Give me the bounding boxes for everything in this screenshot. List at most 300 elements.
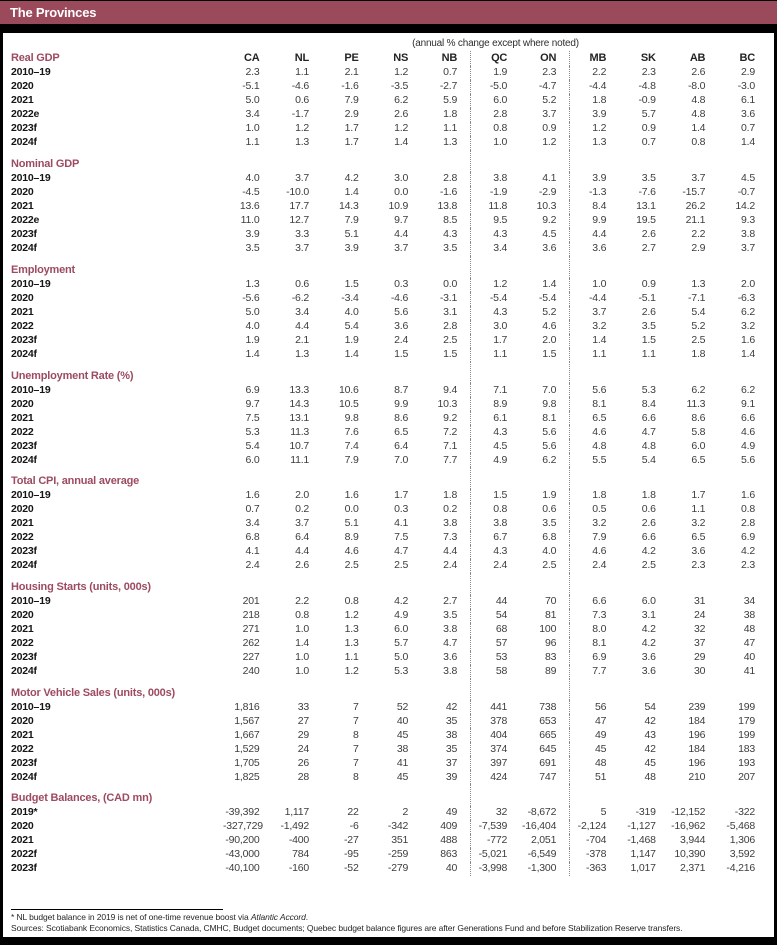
row-label: 2019* xyxy=(11,806,38,819)
cell: 3.8 xyxy=(471,172,521,186)
cell: 239 xyxy=(688,700,706,713)
cell: 5.1 xyxy=(344,228,359,241)
cell: 4.8 xyxy=(641,439,656,452)
cell: 2.8 xyxy=(443,172,458,185)
cell: 3.7 xyxy=(394,242,409,255)
cell: 2.0 xyxy=(295,489,310,502)
section-header-row xyxy=(11,467,768,489)
cell: 6.1 xyxy=(471,411,521,425)
cell: 2.6 xyxy=(641,517,656,530)
cell: 1.3 xyxy=(344,622,359,635)
cell: 3.7 xyxy=(295,517,310,530)
cell: 5 xyxy=(570,806,620,820)
table-sheet xyxy=(3,33,774,937)
section-header-row xyxy=(11,362,768,384)
cell: 1.7 xyxy=(691,489,706,502)
cell: 262 xyxy=(242,636,260,649)
cell: 653 xyxy=(539,714,557,727)
cell: 5.3 xyxy=(245,425,260,438)
row-label: 2024f xyxy=(11,136,37,149)
cell: 4.2 xyxy=(641,545,656,558)
cell: -2,124 xyxy=(570,820,620,834)
cell: 1.5 xyxy=(542,347,557,360)
cell: 1.4 xyxy=(295,636,310,649)
cell: 2.5 xyxy=(641,559,656,572)
cell: 3.7 xyxy=(570,306,620,320)
cell: 6.6 xyxy=(741,411,755,424)
cell: 42 xyxy=(644,714,656,727)
cell: 54 xyxy=(644,700,656,713)
row-label: 2024f xyxy=(11,453,37,466)
table-row xyxy=(11,80,768,94)
cell: 3.4 xyxy=(245,108,260,121)
cell: 2.0 xyxy=(542,333,557,346)
cell: 40 xyxy=(445,862,458,875)
cell: -1.6 xyxy=(341,80,359,93)
cell: 3.6 xyxy=(741,108,755,121)
cell: 1.8 xyxy=(570,489,620,503)
cell: 3.5 xyxy=(542,517,557,530)
cell: 3,944 xyxy=(680,834,706,847)
cell: 1.4 xyxy=(570,334,620,348)
cell: 3.0 xyxy=(471,320,521,334)
cell: 2.4 xyxy=(443,559,458,572)
cell: -160 xyxy=(288,862,310,875)
cell: 7.1 xyxy=(471,383,521,397)
cell: -43,000 xyxy=(225,848,260,861)
cell: 4.0 xyxy=(245,319,260,332)
cell: 2.3 xyxy=(245,66,260,79)
table-row xyxy=(11,425,768,439)
table-row xyxy=(11,397,768,411)
cell: 4.5 xyxy=(741,172,755,185)
cell: -39,392 xyxy=(225,806,260,819)
cell: -3,998 xyxy=(471,862,521,876)
cell: 3.6 xyxy=(542,242,557,255)
cell: 13.3 xyxy=(289,383,310,396)
cell: 5.4 xyxy=(641,453,656,466)
row-label: 2022f xyxy=(11,848,37,861)
cell: 21.1 xyxy=(685,214,706,227)
cell: 9.9 xyxy=(394,397,409,410)
cell: -279 xyxy=(387,862,409,875)
cell: 5.7 xyxy=(394,636,409,649)
cell: 70 xyxy=(544,594,557,607)
cell: 51 xyxy=(570,770,620,784)
cell: 7 xyxy=(352,714,359,727)
cell: 4.4 xyxy=(570,228,620,242)
cell: 9.2 xyxy=(542,214,557,227)
cell: 6.5 xyxy=(691,453,706,466)
cell: 8.7 xyxy=(394,383,409,396)
cell: 4.8 xyxy=(691,108,706,121)
cell: 1.5 xyxy=(641,333,656,346)
cell: 7.0 xyxy=(542,383,557,396)
cell: 210 xyxy=(688,770,706,783)
cell: 9.2 xyxy=(443,411,458,424)
table-row xyxy=(11,200,768,214)
cell: 9.8 xyxy=(344,411,359,424)
cell: 6.5 xyxy=(570,411,620,425)
cell: -6.3 xyxy=(737,291,755,304)
table-row xyxy=(11,756,768,770)
cell: 8.6 xyxy=(394,411,409,424)
cell: 6.2 xyxy=(691,383,706,396)
column-header-on: ON xyxy=(540,51,557,64)
cell: 4.3 xyxy=(471,545,521,559)
cell: 1.0 xyxy=(295,622,310,635)
cell: 1.2 xyxy=(471,278,521,292)
cell: 3.5 xyxy=(443,608,458,621)
cell: 1.6 xyxy=(245,489,260,502)
row-label: 2021 xyxy=(11,622,34,635)
row-label: 2023f xyxy=(11,439,37,452)
cell: 1.9 xyxy=(542,489,557,502)
cell: 8.4 xyxy=(641,397,656,410)
cell: 2.3 xyxy=(741,559,755,572)
cell: 3.1 xyxy=(443,305,458,318)
table-row xyxy=(11,665,768,679)
section-header-row xyxy=(11,150,768,172)
cell: 6.2 xyxy=(741,305,755,318)
cell: -1.6 xyxy=(439,186,458,199)
table-row xyxy=(11,108,768,122)
cell: -7,539 xyxy=(471,820,521,834)
table-row xyxy=(11,609,768,623)
cell: 4.7 xyxy=(394,545,409,558)
section-label: Housing Starts (units, 000s) xyxy=(11,580,151,593)
cell: -5.1 xyxy=(638,291,656,304)
table-row xyxy=(11,172,768,186)
cell: 89 xyxy=(544,664,557,677)
cell: 32 xyxy=(694,622,706,635)
cell: 0.2 xyxy=(443,503,458,516)
cell: 2.5 xyxy=(542,559,557,572)
cell: 1.2 xyxy=(344,608,359,621)
cell: -259 xyxy=(387,848,409,861)
cell: 1.8 xyxy=(641,489,656,502)
cell: 3.2 xyxy=(691,517,706,530)
table-row xyxy=(11,651,768,665)
row-label: 2021 xyxy=(11,517,34,530)
report-title-bar xyxy=(0,0,777,24)
empty-cell xyxy=(11,37,223,51)
cell: 2 xyxy=(402,806,409,819)
section-spacer xyxy=(471,679,570,701)
cell: -5.4 xyxy=(538,291,557,304)
section-label: Nominal GDP xyxy=(11,158,80,171)
row-label: 2021 xyxy=(11,411,34,424)
cell: 1.5 xyxy=(471,489,521,503)
column-header-qc: QC xyxy=(471,51,521,66)
cell: 7.7 xyxy=(443,453,458,466)
cell: 1.7 xyxy=(344,136,359,149)
cell: -3.1 xyxy=(439,291,458,304)
cell: 6.0 xyxy=(641,594,656,607)
cell: -1.3 xyxy=(570,186,620,200)
cell: 3.2 xyxy=(741,319,755,332)
cell: -3.4 xyxy=(341,291,359,304)
row-label: 2023f xyxy=(11,862,37,875)
cell: 1,705 xyxy=(234,756,260,769)
cell: 3.5 xyxy=(641,172,656,185)
footnote-rule xyxy=(11,909,223,910)
cell: -5.1 xyxy=(242,80,260,93)
unit-note-row xyxy=(11,37,768,51)
cell: 68 xyxy=(471,623,521,637)
cell: 24 xyxy=(694,608,706,621)
cell: 41 xyxy=(743,664,755,677)
cell: 0.7 xyxy=(443,66,458,79)
row-label: 2020 xyxy=(11,714,34,727)
cell: 6.5 xyxy=(394,425,409,438)
row-label: 2010–19 xyxy=(11,277,51,290)
cell: 4.3 xyxy=(471,228,521,242)
cell: 3.7 xyxy=(542,108,557,121)
row-label: 2022 xyxy=(11,319,34,332)
cell: 1.6 xyxy=(344,489,359,502)
cell: 1.2 xyxy=(542,136,557,149)
cell: 8.4 xyxy=(570,200,620,214)
cell: 1.4 xyxy=(691,122,706,135)
section-header-row xyxy=(11,573,768,595)
cell: 3.1 xyxy=(641,608,656,621)
cell: -6,549 xyxy=(527,848,557,861)
cell: 3.9 xyxy=(245,228,260,241)
cell: 0.9 xyxy=(542,122,557,135)
cell: 14.2 xyxy=(735,200,755,213)
cell: 1.3 xyxy=(691,277,706,290)
cell: -16,404 xyxy=(522,820,557,833)
table-row xyxy=(11,214,768,228)
cell: 1.3 xyxy=(570,136,620,150)
table-row xyxy=(11,714,768,728)
cell: 27 xyxy=(297,714,310,727)
cell: 3.2 xyxy=(570,320,620,334)
cell: 1.8 xyxy=(443,489,458,502)
cell: 0.0 xyxy=(443,277,458,290)
cell: 4.8 xyxy=(570,439,620,453)
cell: -5,468 xyxy=(726,820,755,833)
cell: 17.7 xyxy=(289,200,310,213)
footnote-nl-italic: Atlantic Accord xyxy=(250,912,306,922)
cell: 9.3 xyxy=(741,214,755,227)
cell: 6.0 xyxy=(691,439,706,452)
cell: 3.4 xyxy=(245,517,260,530)
cell: 409 xyxy=(440,820,458,833)
table-row xyxy=(11,242,768,256)
section-header-row xyxy=(11,784,768,806)
cell: 53 xyxy=(471,651,521,665)
section-spacer xyxy=(570,256,768,278)
cell: 227 xyxy=(242,650,260,663)
cell: 8.6 xyxy=(691,411,706,424)
cell: 1.6 xyxy=(741,333,755,346)
cell: 196 xyxy=(688,728,706,741)
cell: 4.6 xyxy=(344,545,359,558)
cell: 6.8 xyxy=(245,531,260,544)
cell: 1.1 xyxy=(641,347,656,360)
unit-note: (annual % change except where noted) xyxy=(412,38,579,50)
section-spacer xyxy=(570,784,768,806)
cell: 1.8 xyxy=(570,94,620,108)
cell: 3.8 xyxy=(471,517,521,531)
cell: 8 xyxy=(352,770,359,783)
cell: 3,592 xyxy=(729,848,755,861)
table-row xyxy=(11,348,768,362)
table-row xyxy=(11,770,768,784)
cell: -10.0 xyxy=(286,186,310,199)
cell: 2.6 xyxy=(641,228,656,241)
table-row xyxy=(11,848,768,862)
column-header-nl: NL xyxy=(294,51,310,64)
cell: 7.9 xyxy=(570,531,620,545)
table-frame xyxy=(0,24,777,945)
cell: 5.5 xyxy=(570,453,620,467)
column-header-nb: NB xyxy=(441,51,458,64)
cell: 39 xyxy=(445,770,458,783)
cell: 3.4 xyxy=(471,242,521,256)
cell: 45 xyxy=(396,728,409,741)
cell: 49 xyxy=(570,728,620,742)
footnote-nl xyxy=(11,912,768,923)
cell: 7 xyxy=(352,700,359,713)
cell: 14.3 xyxy=(289,397,310,410)
section-spacer xyxy=(471,362,570,384)
cell: 3.8 xyxy=(741,228,755,241)
cell: 6.2 xyxy=(394,94,409,107)
cell: 8.1 xyxy=(570,397,620,411)
cell: -7.1 xyxy=(688,291,706,304)
row-label: 2010–19 xyxy=(11,489,51,502)
cell: -4.5 xyxy=(242,186,260,199)
cell: 0.3 xyxy=(394,277,409,290)
table-row xyxy=(11,742,768,756)
cell: 3.5 xyxy=(443,242,458,255)
row-label: 2023f xyxy=(11,545,37,558)
cell: 35 xyxy=(445,742,458,755)
cell: 0.8 xyxy=(344,594,359,607)
cell: 3.4 xyxy=(295,305,310,318)
cell: 5.6 xyxy=(394,305,409,318)
cell: 47 xyxy=(743,636,755,649)
cell: 1.1 xyxy=(295,66,310,79)
cell: 7.3 xyxy=(443,531,458,544)
cell: 0.6 xyxy=(295,277,310,290)
cell: 10.3 xyxy=(536,200,557,213)
cell: 1,667 xyxy=(234,728,260,741)
cell: -5,021 xyxy=(471,848,521,862)
row-label: 2022 xyxy=(11,742,34,755)
cell: 1,529 xyxy=(234,742,260,755)
cell: 404 xyxy=(471,728,521,742)
cell: 2.4 xyxy=(471,559,521,573)
cell: 3.5 xyxy=(245,242,260,255)
cell: -6.2 xyxy=(291,291,310,304)
cell: 201 xyxy=(242,594,260,607)
cell: 8.1 xyxy=(542,411,557,424)
footnote-sources: Sources: Scotiabank Economics, Statistics Canada, CMHC, Budget documents; Quebec budget balance figures are after Generations Fund and before Stabilization Reserve transfers. xyxy=(11,923,683,933)
cell: 96 xyxy=(544,636,557,649)
cell: 1.0 xyxy=(295,664,310,677)
cell: 4.3 xyxy=(443,228,458,241)
cell: 7.4 xyxy=(344,439,359,452)
row-label: 2021 xyxy=(11,94,34,107)
cell: -8.0 xyxy=(688,80,706,93)
cell: 9.4 xyxy=(443,383,458,396)
cell: 1.1 xyxy=(691,503,706,516)
cell: 56 xyxy=(570,700,620,714)
cell: 8.0 xyxy=(570,623,620,637)
provinces-table xyxy=(11,37,768,876)
cell: 45 xyxy=(570,742,620,756)
cell: 26.2 xyxy=(685,200,706,213)
cell: 37 xyxy=(445,756,458,769)
cell: 1.4 xyxy=(394,136,409,149)
cell: 4.0 xyxy=(542,545,557,558)
row-label: 2022 xyxy=(11,636,34,649)
cell: 6.2 xyxy=(542,453,557,466)
cell: 1.4 xyxy=(741,347,755,360)
cell: 9.7 xyxy=(245,397,260,410)
table-row xyxy=(11,334,768,348)
cell: 1.4 xyxy=(741,136,755,149)
cell: -7.6 xyxy=(638,186,656,199)
cell: 7.5 xyxy=(394,531,409,544)
cell: 5.6 xyxy=(570,383,620,397)
cell: 1.0 xyxy=(295,650,310,663)
cell: 4.6 xyxy=(570,425,620,439)
cell: 1,117 xyxy=(284,806,310,819)
table-row xyxy=(11,820,768,834)
cell: 7.6 xyxy=(344,425,359,438)
cell: 10,390 xyxy=(674,848,706,861)
column-header-row xyxy=(11,51,768,66)
cell: -363 xyxy=(570,862,620,876)
cell: 488 xyxy=(440,834,458,847)
cell: 645 xyxy=(539,742,557,755)
row-label: 2010–19 xyxy=(11,383,51,396)
table-row xyxy=(11,136,768,150)
cell: 2.9 xyxy=(691,242,706,255)
cell: 1.0 xyxy=(245,122,260,135)
section-header-row xyxy=(11,679,768,701)
cell: 2.7 xyxy=(641,242,656,255)
table-row xyxy=(11,439,768,453)
cell: 26 xyxy=(297,756,310,769)
cell: 784 xyxy=(292,848,310,861)
cell: 19.5 xyxy=(636,214,656,227)
cell: -16,962 xyxy=(671,820,706,833)
column-header-ab: AB xyxy=(689,51,706,64)
table-row xyxy=(11,637,768,651)
table-row xyxy=(11,320,768,334)
cell: 10.7 xyxy=(289,439,310,452)
cell: -4.8 xyxy=(638,80,656,93)
cell: 0.9 xyxy=(641,277,656,290)
cell: 4.4 xyxy=(443,545,458,558)
cell: 32 xyxy=(471,806,521,820)
cell: 2.4 xyxy=(570,559,620,573)
cell: 10.3 xyxy=(437,397,458,410)
cell: 1.9 xyxy=(344,333,359,346)
cell: 1.0 xyxy=(471,136,521,150)
section-label: Total CPI, annual average xyxy=(11,475,140,488)
cell: 2.5 xyxy=(691,333,706,346)
cell: 6.4 xyxy=(295,531,310,544)
cell: 3.7 xyxy=(691,172,706,185)
cell: 1.7 xyxy=(471,334,521,348)
